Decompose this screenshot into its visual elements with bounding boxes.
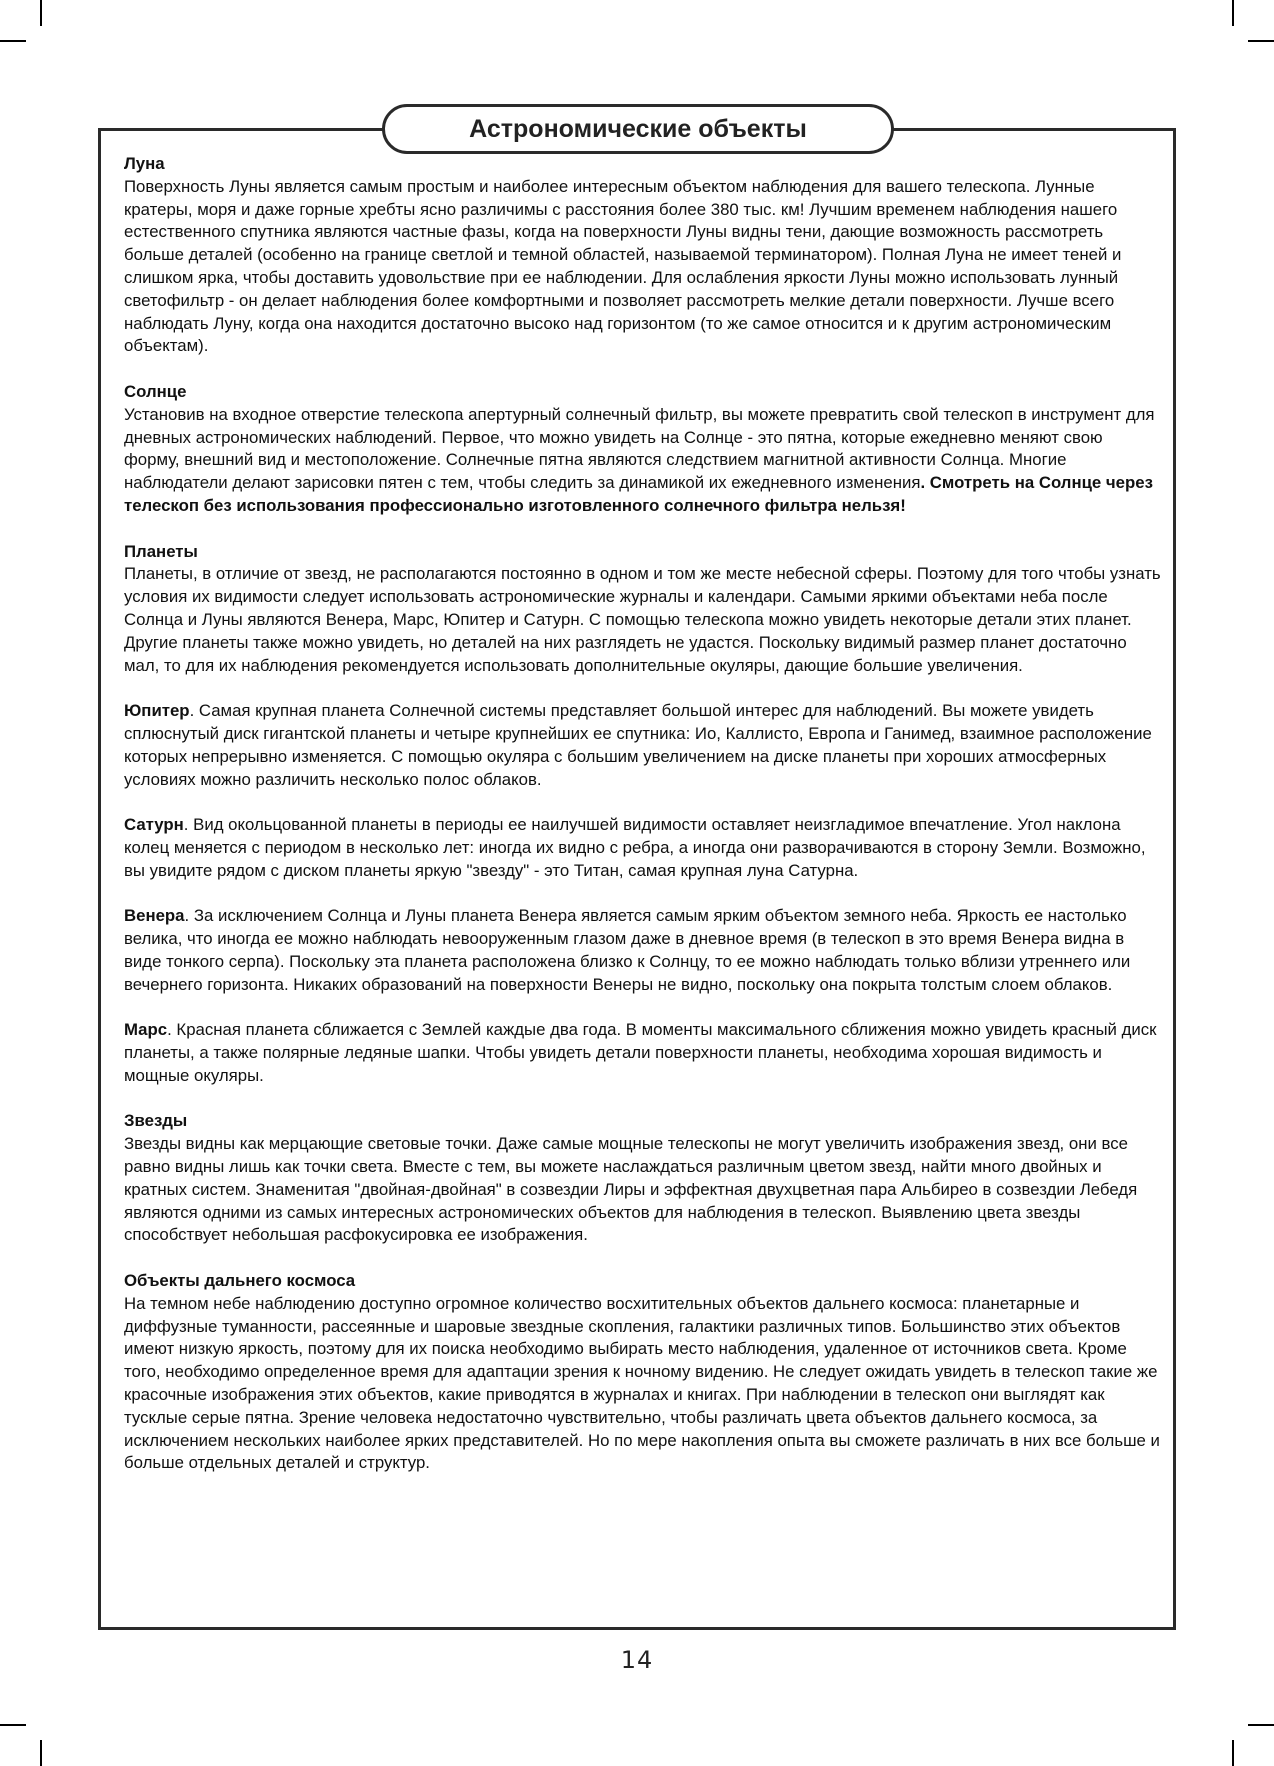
crop-mark-bottom-right-horizontal <box>1248 1724 1274 1726</box>
section-body: . Вид окольцованной планеты в периоды ее наилучшей видимости оставляет неизгладимое впечатление. Угол наклона колец меняется с периодом в несколько лет: иногда их видно с ребра, а иногда они разворачиваются в сторону Земли. Возможно, вы увидите рядом с диском планеты яркую "звезду" - это Титан, самая крупная луна Сатурна. <box>124 815 1146 880</box>
section-body: . Красная планета сближается с Землей каждые два года. В моменты максимального сближения можно увидеть красный диск планеты, а также полярные ледяные шапки. Чтобы увидеть детали поверхности планеты, необходима хорошая видимость и мощные окуляры. <box>124 1020 1157 1085</box>
section-heading: Звезды <box>124 1111 188 1131</box>
crop-mark-bottom-right-vertical <box>1232 1740 1234 1766</box>
crop-mark-bottom-left-horizontal <box>0 1724 26 1726</box>
main-content <box>124 153 1162 1475</box>
section-deep-space <box>124 1270 1162 1475</box>
planet-name: Венера <box>124 906 185 926</box>
section-text: Поверхность Луны является самым простым и наиболее интересным объектом наблюдения для вашего телескопа. Лунные кратеры, моря и даже горные хребты ясно различимы с расстояния более 380 тыс. км! Лучшим временем наблюдения нашего естественного спутника являются частные фазы, когда на поверхности Луны видны тени, дающие возможность рассмотреть больше деталей (особенно на границе светлой и темной областей, называемой терминатором). Полная Луна не имеет теней и слишком ярка, чтобы доставить удовольствие при ее наблюдении. Для ослабления яркости Луны можно использовать лунный светофильтр - он делает наблюдения более комфортными и позволяет рассмотреть мелкие детали поверхности. Лучше всего наблюдать Луну, когда она находится достаточно высоко над горизонтом (то же самое относится и к другим астрономическим объектам). <box>124 176 1122 356</box>
section-mars <box>124 1019 1162 1087</box>
section-text: На темном небе наблюдению доступно огромное количество восхитительных объектов дальнего космоса: планетарные и диффузные туманности, рассеянные и шаровые звездные скопления, галактики различных типов. Большинство этих объектов имеют низкую яркость, поэтому для их поиска необходимо выбирать место наблюдения, удаленное от источников света. Кроме того, необходимо определенное время для адаптации зрения к ночному видению. Не следует ожидать увидеть в телескоп такие же красочные изображения этих объектов, какие приводятся в журналах и книгах. При наблюдении в телескоп они выглядят как тусклые серые пятна. Зрение человека недостаточно чувствительно, чтобы различать цвета объектов дальнего космоса, за исключением нескольких наиболее ярких представителей. Но по мере накопления опыта вы сможете различать в них все больше и больше отдельных деталей и структур. <box>124 1293 1160 1473</box>
crop-mark-top-right-horizontal <box>1248 40 1274 42</box>
crop-mark-top-right-vertical <box>1232 0 1234 26</box>
section-stars <box>124 1110 1162 1247</box>
planet-name: Марс <box>124 1020 168 1040</box>
section-text: Планеты, в отличие от звезд, не располагаются постоянно в одном и том же месте небесной сферы. Поэтому для того чтобы узнать условия их видимости следует использовать астрономические журналы и календари. Самыми яркими объектами неба после Солнца и Луны являются Венера, Марс, Юпитер и Сатурн. С помощью телескопа можно увидеть некоторые детали этих планет. Другие планеты также можно увидеть, но деталей на них разглядеть не удастся. Поскольку видимый размер планет достаточно мал, то для их наблюдения рекомендуется использовать дополнительные окуляры, дающие большие увеличения. <box>124 564 1161 675</box>
section-heading: Объекты дальнего космоса <box>124 1271 356 1291</box>
section-planets <box>124 541 1162 678</box>
crop-mark-top-left-horizontal <box>0 40 26 42</box>
page-title-banner <box>382 104 894 154</box>
section-heading: Луна <box>124 154 165 173</box>
section-text <box>124 404 1162 518</box>
section-saturn <box>124 814 1162 882</box>
sun-warning: . Смотреть на Солнце через телескоп без использования профессионально изготовленного солнечного фильтра нельзя! <box>124 473 1153 515</box>
crop-mark-bottom-left-vertical <box>40 1740 42 1766</box>
planet-name: Сатурн <box>124 815 184 835</box>
section-heading: Планеты <box>124 541 198 561</box>
section-body: Установив на входное отверстие телескопа апертурный солнечный фильтр, вы можете превратить свой телескоп в инструмент для дневных астрономических наблюдений. Первое, что можно увидеть на Солнце - это пятна, которые ежедневно меняют свою форму, внешний вид и местоположение. Солнечные пятна являются следствием магнитной активности Солнца. Многие наблюдатели делают зарисовки пятен с тем, чтобы следить за динамикой их ежедневного изменения <box>124 404 1155 493</box>
page-number: 14 <box>620 1646 654 1674</box>
section-text: Звезды видны как мерцающие световые точки. Даже самые мощные телескопы не могут увеличить изображения звезд, они все равно видны лишь как точки света. Вместе с тем, вы можете наслаждаться различным цветом звезд, найти много двойных и кратных систем. Знаменитая "двойная-двойная" в созвездии Лиры и эффектная двухцветная пара Альбирео в созвездии Лебедя являются одними из самых интересных астрономических объектов для наблюдения в телескоп. Выявлению цвета звезды способствует небольшая расфокусировка ее изображения. <box>124 1134 1138 1245</box>
planet-name: Юпитер <box>124 701 190 721</box>
section-text <box>124 700 1162 791</box>
section-heading: Солнце <box>124 381 187 401</box>
section-text <box>124 905 1162 996</box>
section-moon <box>124 153 1162 358</box>
section-body: . Самая крупная планета Солнечной системы представляет большой интерес для наблюдений. Вы можете увидеть сплюснутый диск гигантской планеты и четыре крупнейших ее спутника: Ио, Каллисто, Европа и Ганимед, взаимное расположение которых непрерывно изменяется. С помощью окуляра с большим увеличением на диске планеты при хороших атмосферных условиях можно различить несколько полос облаков. <box>124 701 1152 789</box>
section-jupiter <box>124 700 1162 791</box>
section-text <box>124 1019 1162 1087</box>
section-text <box>124 814 1162 882</box>
crop-mark-top-left-vertical <box>40 0 42 26</box>
section-sun <box>124 381 1162 518</box>
section-body: . За исключением Солнца и Луны планета Венера является самым ярким объектом земного неба. Яркость ее настолько велика, что иногда ее можно наблюдать невооруженным глазом даже в дневное время (в телескоп в это время Венера видна в виде тонкого серпа). Поскольку эта планета расположена близко к Солнцу, то ее можно наблюдать только вблизи утреннего или вечернего горизонта. Никаких образований на поверхности Венеры не видно, поскольку она покрыта толстым слоем облаков. <box>124 906 1131 994</box>
section-venus <box>124 905 1162 996</box>
page-title: Астрономические объекты <box>469 114 807 143</box>
